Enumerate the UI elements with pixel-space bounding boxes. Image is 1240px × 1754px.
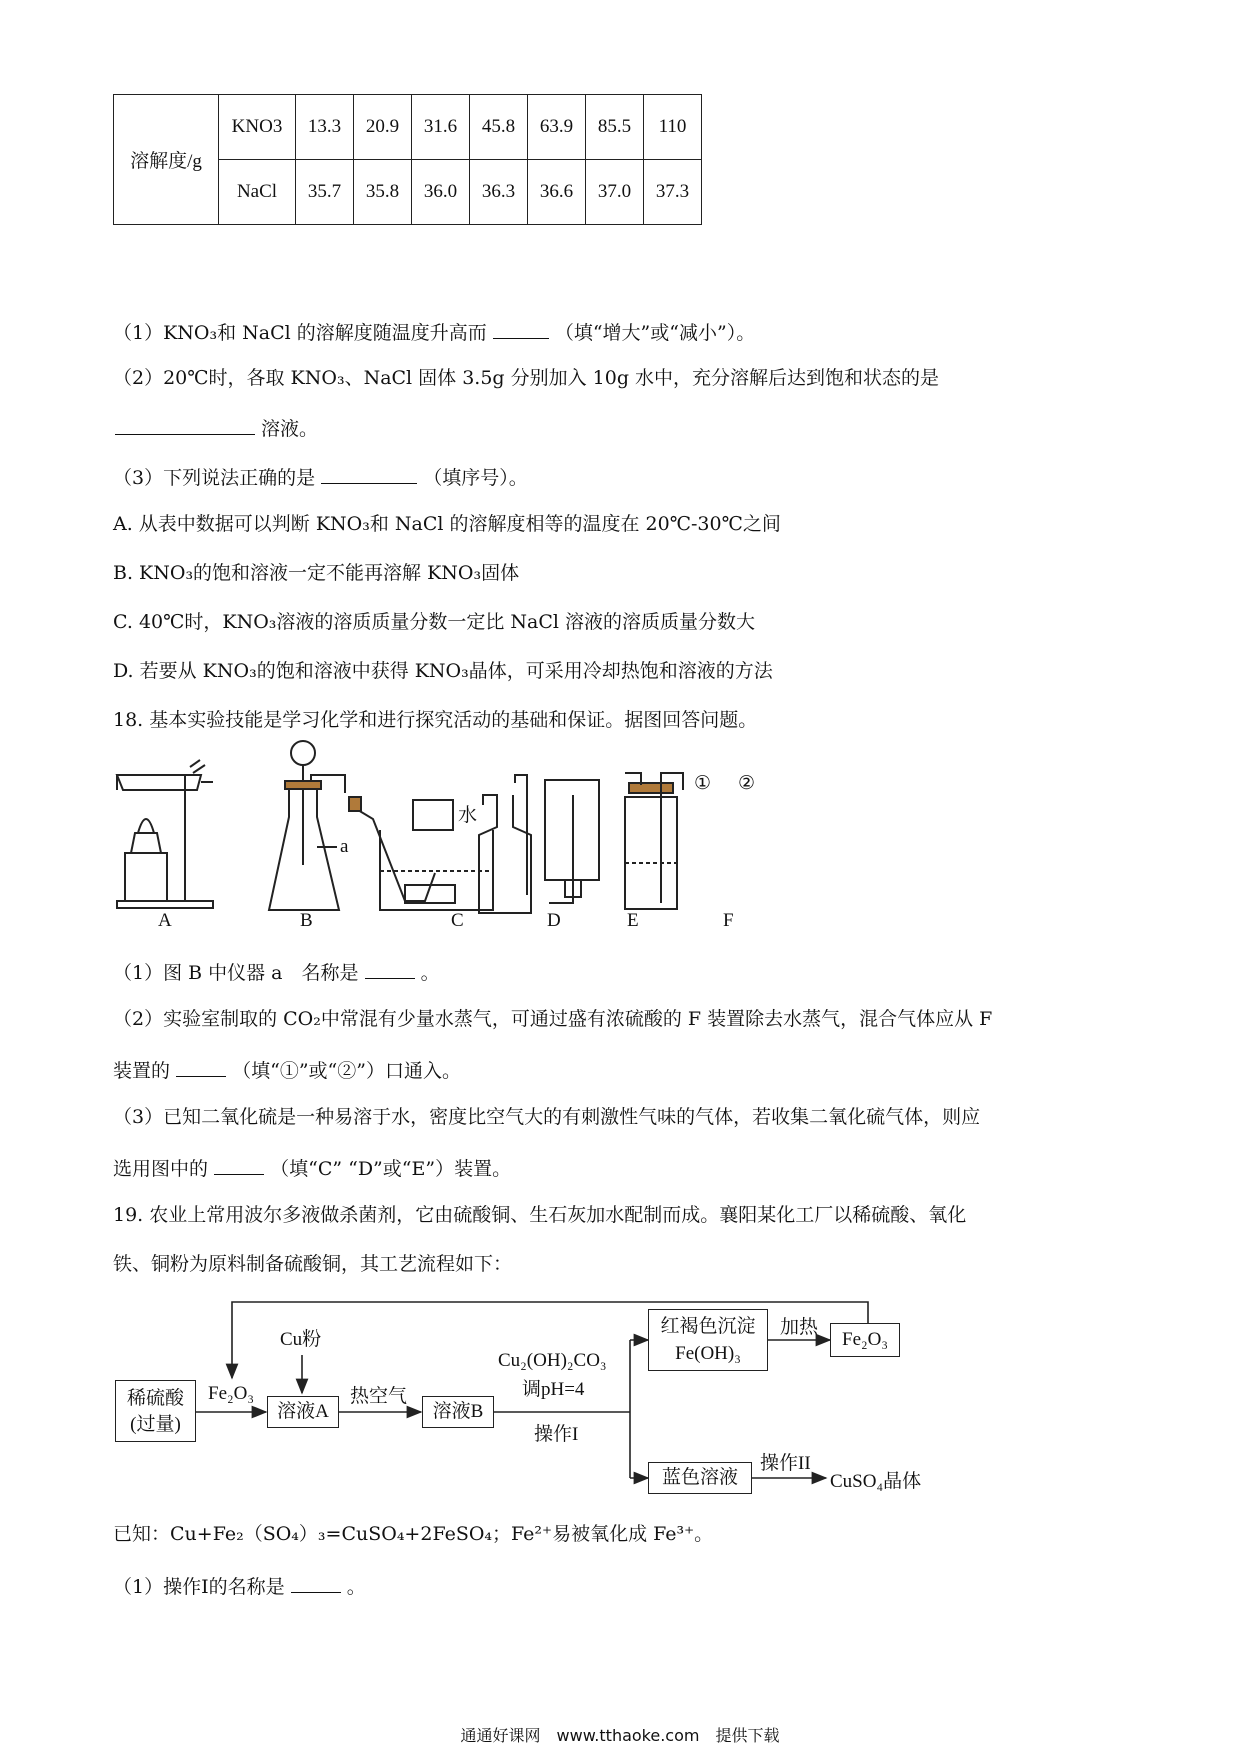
cu-powder: Cu粉 xyxy=(280,1329,322,1350)
q17-part1-end: （填“增大”或“减小”）。 xyxy=(554,322,756,344)
q19-part1 xyxy=(113,1572,366,1599)
kno3-label: KNO3 xyxy=(219,95,296,160)
q18-part1-text: （1）图 B 中仪器 a 名称是 xyxy=(113,962,359,984)
q18-part3b-end: （填“C” “D”或“E”）装置。 xyxy=(270,1158,512,1180)
table-cell: 63.9 xyxy=(528,95,586,160)
table-cell: 36.3 xyxy=(470,160,528,225)
table-cell: 37.0 xyxy=(586,160,644,225)
q19-part1-text: （1）操作I的名称是 xyxy=(113,1576,285,1598)
box-dilute-acid xyxy=(115,1380,196,1442)
q18-stem: 18. 基本实验技能是学习化学和进行探究活动的基础和保证。据图回答问题。 xyxy=(113,709,758,731)
q18-part3b-text: 选用图中的 xyxy=(113,1158,209,1180)
option-b: B. KNO₃的饱和溶液一定不能再溶解 KNO₃固体 xyxy=(113,562,520,584)
label-a: A xyxy=(158,910,172,931)
fe2o3-input: Fe₂O₃ xyxy=(208,1383,254,1404)
label-b: B xyxy=(300,910,313,931)
label-e: E xyxy=(627,910,639,931)
q17-part2: （2）20℃时，各取 KNO₃、NaCl 固体 3.5g 分别加入 10g 水中，充分溶解后达到饱和状态的是 xyxy=(113,367,940,389)
option-c: C. 40℃时，KNO₃溶液的溶质质量分数一定比 NaCl 溶液的溶质质量分数大 xyxy=(113,611,756,633)
q19-stem-1: 19. 农业上常用波尔多液做杀菌剂，它由硫酸铜、生石灰加水配制而成。襄阳某化工厂以稀硫酸、氧化 xyxy=(113,1204,967,1226)
box-precipitate xyxy=(648,1309,768,1371)
box-ppt-line1: 红褐色沉淀 xyxy=(660,1316,756,1337)
box-solution-a: 溶液A xyxy=(267,1396,339,1428)
q18-part2: （2）实验室制取的 CO₂中常混有少量水蒸气，可通过盛有浓硫酸的 F 装置除去水蒸气，混合气体应从 F xyxy=(113,1008,993,1030)
nacl-label: NaCl xyxy=(219,160,296,225)
box-fe2o3: Fe₂O₃ xyxy=(830,1323,900,1357)
answer-blank[interactable] xyxy=(291,1572,341,1593)
footer[interactable]: 通通好课网 www.tthaoke.com 提供下载 xyxy=(460,1726,780,1745)
hot-air: 热空气 xyxy=(350,1386,408,1407)
operation-1: 操作I xyxy=(534,1424,579,1445)
row-header: 溶解度/g xyxy=(114,95,219,225)
port-2-label: ② xyxy=(738,773,756,794)
cuso4-product: CuSO₄晶体 xyxy=(830,1471,922,1492)
table-cell: 20.9 xyxy=(354,95,412,160)
label-d: D xyxy=(547,910,561,931)
q17-part2-end: 溶液。 xyxy=(261,418,319,440)
table-cell: 37.3 xyxy=(644,160,702,225)
table-cell: 110 xyxy=(644,95,702,160)
table-cell: 45.8 xyxy=(470,95,528,160)
q17-part3-end: （填序号）。 xyxy=(423,467,528,489)
box-ppt-line2: Fe(OH)₃ xyxy=(675,1343,741,1364)
option-a: A. 从表中数据可以判断 KNO₃和 NaCl 的溶解度相等的温度在 20℃-30℃之间 xyxy=(113,513,781,535)
box-solution-b: 溶液B xyxy=(422,1396,494,1428)
table-cell: 13.3 xyxy=(296,95,354,160)
q18-part2b-end: （填“①”或“②”）口通入。 xyxy=(232,1060,461,1082)
reagent-ph: 调pH=4 xyxy=(522,1379,585,1400)
option-d: D. 若要从 KNO₃的饱和溶液中获得 KNO₃晶体，可采用冷却热饱和溶液的方法 xyxy=(113,660,773,682)
q18-part1-end: 。 xyxy=(420,962,440,984)
box-acid-line1: 稀硫酸 xyxy=(126,1388,184,1409)
water-label: 水 xyxy=(458,805,478,826)
port-1-label: ① xyxy=(694,773,712,794)
table-cell: 85.5 xyxy=(586,95,644,160)
instrument-a-label: a xyxy=(340,836,349,857)
reagent-cu2oh2co3: Cu₂(OH)₂CO₃ xyxy=(498,1350,607,1371)
label-f: F xyxy=(723,910,734,931)
q17-part3-text: （3）下列说法正确的是 xyxy=(113,467,316,489)
q18-part2b-text: 装置的 xyxy=(113,1060,171,1082)
box-acid-line2: (过量) xyxy=(130,1414,181,1435)
q19-part1-end: 。 xyxy=(346,1576,366,1598)
operation-2: 操作II xyxy=(760,1453,811,1474)
table-cell: 36.6 xyxy=(528,160,586,225)
table-cell: 36.0 xyxy=(412,160,470,225)
box-blue-solution: 蓝色溶液 xyxy=(648,1462,752,1494)
known-info: 已知：Cu+Fe₂（SO₄）₃=CuSO₄+2FeSO₄；Fe²⁺易被氧化成 Fe³⁺。 xyxy=(113,1523,714,1545)
table-cell: 35.7 xyxy=(296,160,354,225)
heat-label: 加热 xyxy=(780,1317,819,1338)
table-cell: 31.6 xyxy=(412,95,470,160)
q19-stem-2: 铁、铜粉为原料制备硫酸铜，其工艺流程如下： xyxy=(113,1253,513,1275)
q17-part1-text: （1）KNO₃和 NaCl 的溶解度随温度升高而 xyxy=(113,322,487,344)
q18-part3: （3）已知二氧化硫是一种易溶于水，密度比空气大的有刺激性气味的气体，若收集二氧化硫气体，则应 xyxy=(113,1106,981,1128)
label-c: C xyxy=(451,910,464,931)
table-cell: 35.8 xyxy=(354,160,412,225)
